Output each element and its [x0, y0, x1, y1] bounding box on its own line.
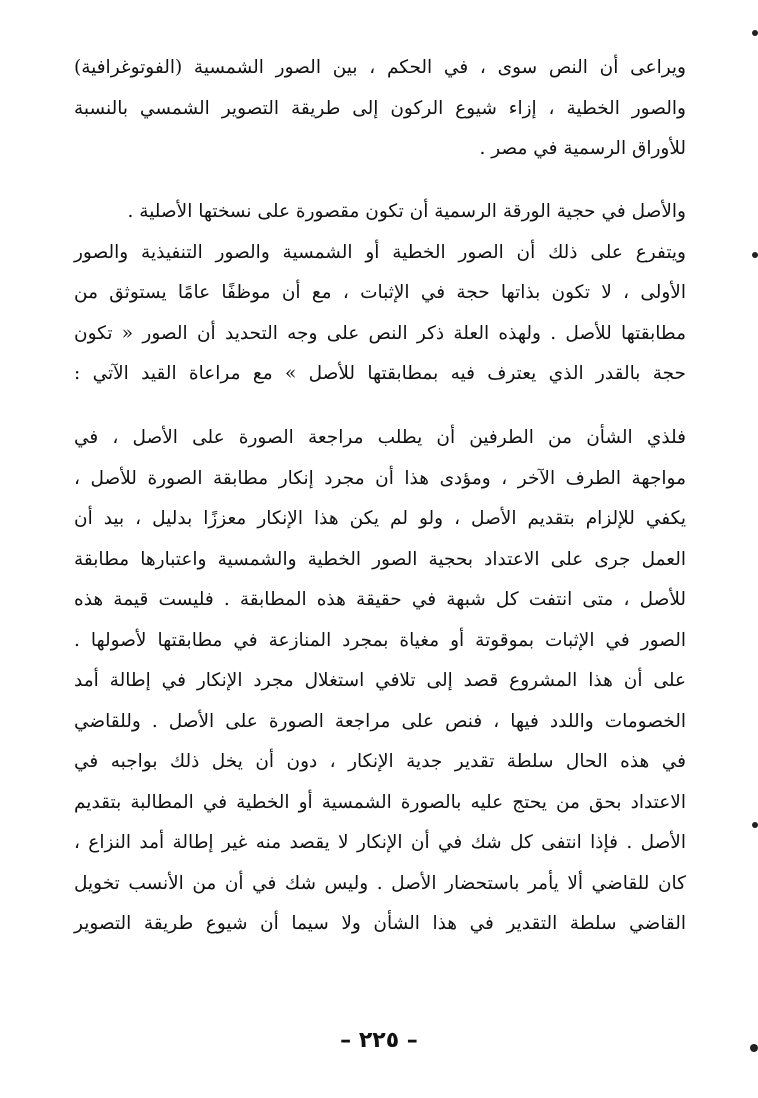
text-line: كان للقاضي ألا يأمر باستحضار الأصل . وليس شك في أن من الأنسب تخويل [74, 872, 686, 894]
text-line: يكفي للإلزام بتقديم الأصل ، ولو لم يكن هذا الإنكار معززًا بدليل ، بيد أن [74, 508, 686, 529]
text-line: في هذه الحال سلطة تقدير جدية الإنكار ، دون أن يخل ذلك بواجبه في [74, 751, 686, 772]
text-line: الأولى ، لا تكون بذاتها حجة في الإثبات ، مع أن موظفًا عامًا يستوثق من [74, 282, 686, 303]
paragraph-2 [74, 192, 686, 395]
binding-hole-dot [752, 252, 758, 258]
binding-hole-dot [750, 1044, 758, 1052]
text-line: ويراعى أن النص سوى ، في الحكم ، بين الصور الشمسية (الفوتوغرافية) [74, 57, 686, 78]
binding-hole-dot [752, 30, 758, 36]
text-line: للأوراق الرسمية في مصر . [479, 138, 686, 159]
text-line: مطابقتها للأصل . ولهذه العلة ذكر النص على وجه التحديد أن الصور « تكون [74, 322, 686, 344]
text-line: العمل جرى على الاعتداد بحجية الصور الخطية والشمسية واعتبارها مطابقة [74, 548, 686, 570]
text-line: ويتفرع على ذلك أن الصور الخطية أو الشمسية والصور التنفيذية والصور [74, 241, 686, 263]
text-line: حجة بالقدر الذي يعترف فيه بمطابقتها للأصل » مع مراعاة القيد الآتي : [74, 363, 686, 384]
paragraph-1 [74, 48, 686, 170]
text-line: القاضي سلطة التقدير في هذا الشأن ولا سيما أن شيوع طريقة التصوير [74, 913, 686, 934]
text-line: فلذي الشأن من الطرفين أن يطلب مراجعة الصورة على الأصل ، في [74, 427, 686, 448]
text-line: والصور الخطية ، إزاء شيوع الركون إلى طريقة التصوير الشمسي بالنسبة [74, 97, 686, 119]
text-line: مواجهة الطرف الآخر ، ومؤدى هذا أن مجرد إنكار مطابقة الصورة للأصل ، [74, 467, 686, 489]
text-line: للأصل ، متى انتفت كل شبهة في حقيقة هذه المطابقة . فليست قيمة هذه [74, 589, 686, 610]
binding-hole-dot [752, 822, 758, 828]
text-line: الاعتداد بحق من يحتج عليه بالصورة الشمسية أو الخطية في المطالبة بتقديم [74, 791, 686, 813]
text-line: على أن هذا المشروع قصد إلى تلافي استغلال مجرد الإنكار في إطالة أمد [74, 670, 686, 691]
text-line: والأصل في حجية الورقة الرسمية أن تكون مقصورة على نسختها الأصلية . [127, 201, 686, 222]
text-line: الخصومات واللدد فيها ، فنص على مراجعة الصورة على الأصل . وللقاضي [74, 710, 686, 732]
page-number: – ٢٢٥ – [340, 1028, 418, 1053]
text-line: الصور في الإثبات بموقوتة أو مغياة بمجرد المنازعة في مطابقتها لأصولها . [74, 629, 686, 651]
paragraph-3 [74, 418, 686, 945]
text-line: الأصل . فإذا انتفى كل شك في أن الإنكار لا يقصد منه غير إطالة أمد النزاع ، [74, 832, 686, 853]
